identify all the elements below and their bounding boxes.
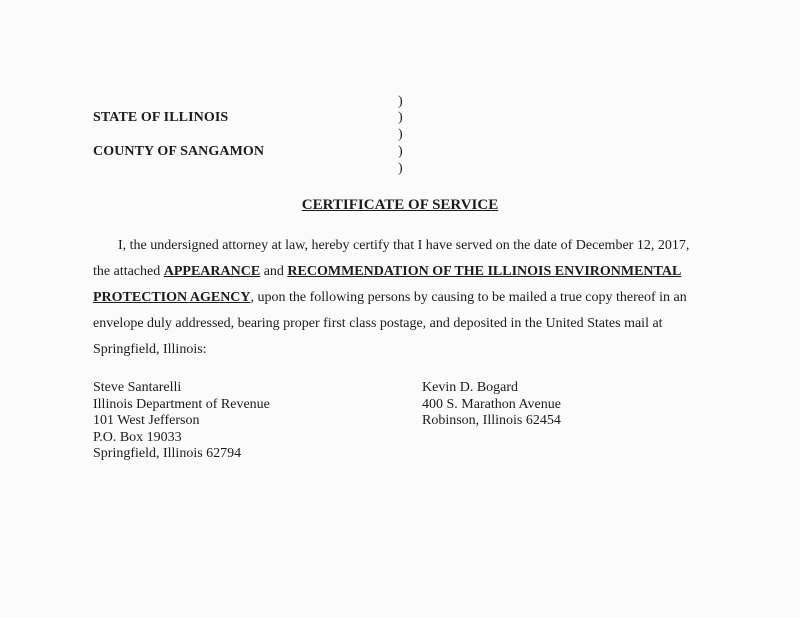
county-label: COUNTY OF SANGAMON	[93, 144, 265, 159]
caption-paren: )	[398, 144, 403, 159]
document-title: CERTIFICATE OF SERVICE	[301, 197, 499, 213]
address-line: Steve Santarelli	[93, 380, 182, 395]
document-name-appearance: APPEARANCE	[163, 264, 261, 279]
body-text: and	[260, 264, 288, 279]
address-line: 400 S. Marathon Avenue	[422, 396, 561, 412]
certification-paragraph	[93, 233, 705, 363]
address-line: Springfield, Illinois 62794	[93, 446, 242, 461]
address-line: P.O. Box 19033	[93, 429, 182, 445]
caption-paren: )	[398, 110, 403, 125]
state-label: STATE OF ILLINOIS	[93, 110, 229, 125]
address-line: Illinois Department of Revenue	[93, 396, 270, 412]
caption-paren: )	[398, 161, 403, 176]
body-text: , upon the following persons by causing to be mailed a true copy thereof in an envelope duly addressed, bearing proper first class postage, and deposited in the United States mail at Springfield, Illinois:	[93, 290, 687, 357]
caption-paren: )	[398, 127, 403, 142]
address-line: 101 West Jefferson	[93, 413, 200, 428]
address-line: Kevin D. Bogard	[422, 380, 519, 395]
address-line: Robinson, Illinois 62454	[422, 413, 561, 428]
caption-paren: )	[398, 94, 403, 109]
document-name-recommendation: RECOMMENDATION OF THE ILLINOIS ENVIRONMENTAL PROTECTION AGENCY	[93, 264, 682, 305]
recipient-address	[93, 380, 270, 463]
body-text: I, the undersigned attorney at law, hereby certify that I have served on the date of December 12, 2017, the attached	[93, 238, 690, 279]
recipient-address	[422, 380, 561, 430]
